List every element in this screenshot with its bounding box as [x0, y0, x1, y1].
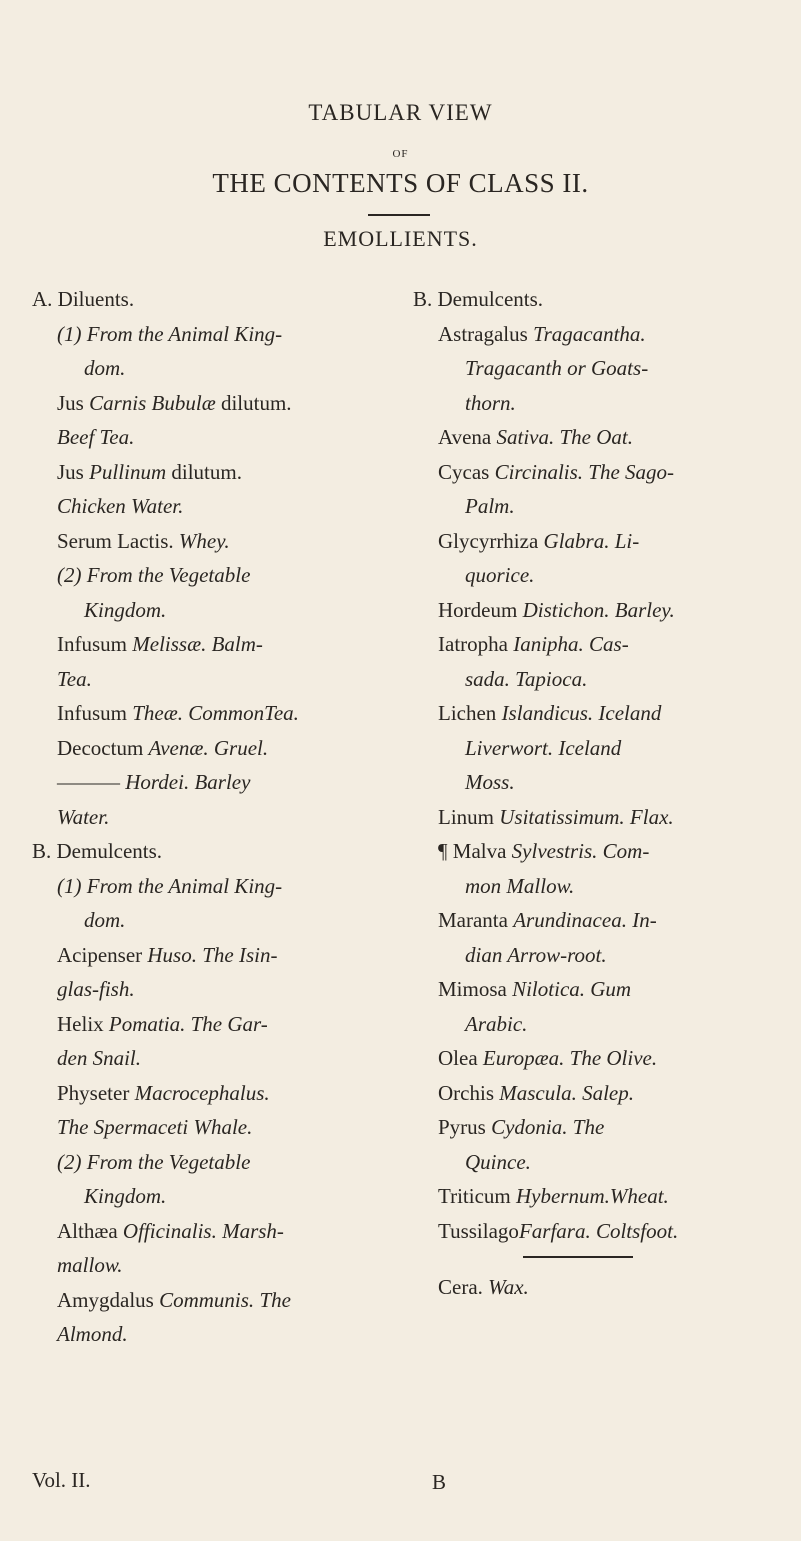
entry-latin: Althæa Officinalis. Marsh- — [57, 1218, 284, 1243]
entry-latin: Iatropha Ianipha. Cas- — [438, 632, 629, 656]
subheading-animal-cont: dom. — [84, 908, 126, 932]
entry-latin: Jus Pullinum dilutum. — [57, 459, 242, 484]
heading-diluents: A. Diluents. — [32, 287, 135, 311]
entry-cont: Arabic. — [465, 1011, 528, 1036]
subheading-vegetable-cont: Kingdom. — [84, 1184, 167, 1208]
entry-latin: Serum Lactis. Whey. — [57, 528, 230, 553]
entry-latin: Infusum Theæ. CommonTea. — [57, 701, 299, 725]
entry-english: Beef Tea. — [57, 425, 135, 449]
entry-cont: dian Arrow-root. — [465, 942, 607, 967]
entry-cont: Moss. — [465, 770, 515, 794]
volume-label: Vol. II. — [32, 1468, 91, 1492]
section-title: EMOLLIENTS. — [323, 226, 478, 251]
entry-latin: Glycyrrhiza Glabra. Li- — [438, 528, 640, 553]
entry-latin: Maranta Arundinacea. In- — [438, 908, 657, 932]
entry-english: den Snail. — [57, 1046, 141, 1070]
heading-demulcents: B. Demulcents. — [32, 839, 163, 863]
page-subtitle: THE CONTENTS OF CLASS II. — [212, 168, 589, 198]
subheading-vegetable-cont: Kingdom. — [84, 597, 167, 622]
page-footer — [32, 1468, 452, 1493]
subheading-animal: (1) From the Animal King- — [57, 321, 283, 346]
entry-english: The Spermaceti Whale. — [57, 1115, 253, 1139]
entry-cont: thorn. — [465, 390, 516, 415]
left-column — [32, 282, 402, 1352]
entry-english: Chicken Water. — [57, 494, 184, 518]
entry-cont: mon Mallow. — [465, 873, 575, 898]
entry-latin: Olea Europæa. The Olive. — [438, 1046, 658, 1070]
entry-latin: Infusum Melissæ. Balm- — [57, 632, 263, 656]
subheading-vegetable: (2) From the Vegetable — [57, 1149, 251, 1174]
entry-latin: Cera. Wax. — [438, 1275, 529, 1299]
right-column — [413, 282, 793, 1305]
entry-latin: Linum Usitatissimum. Flax. — [438, 804, 674, 829]
entry-english: glas-fish. — [57, 977, 135, 1001]
entry-latin: TussilagoFarfara. Coltsfoot. — [438, 1218, 679, 1243]
entry-latin: Pyrus Cydonia. The — [438, 1115, 605, 1139]
title-rule — [368, 214, 430, 216]
entry-english: mallow. — [57, 1253, 123, 1277]
subheading-vegetable: (2) From the Vegetable — [57, 563, 251, 587]
entry-latin: Hordeum Distichon. Barley. — [438, 597, 675, 622]
signature-mark: B — [432, 1470, 447, 1494]
entry-cont: quorice. — [465, 563, 535, 587]
entry-cont: Quince. — [465, 1149, 531, 1174]
entry-latin: Jus Carnis Bubulæ dilutum. — [57, 390, 292, 415]
entry-english: Tea. — [57, 666, 92, 691]
entry-cont: sada. Tapioca. — [465, 666, 588, 691]
entry-cont: Palm. — [465, 494, 515, 518]
entry-latin: Avena Sativa. The Oat. — [438, 425, 633, 449]
entry-english: Water. — [57, 804, 110, 829]
entry-latin: Helix Pomatia. The Gar- — [57, 1011, 268, 1036]
entry-latin: Triticum Hybernum.Wheat. — [438, 1184, 669, 1208]
entry-latin: ——— Hordei. Barley — [57, 770, 251, 794]
heading-demulcents: B. Demulcents. — [413, 287, 544, 311]
subheading-animal: (1) From the Animal King- — [57, 873, 283, 898]
entry-english: Almond. — [57, 1322, 128, 1346]
entry-latin: Acipenser Huso. The Isin- — [57, 942, 278, 967]
entry-latin: Astragalus Tragacantha. — [438, 321, 646, 346]
entry-cont: Liverwort. Iceland — [465, 735, 622, 760]
entry-latin: Physeter Macrocephalus. — [57, 1080, 270, 1105]
entry-latin: ¶ Malva Sylvestris. Com- — [438, 839, 650, 863]
entry-latin: Orchis Mascula. Salep. — [438, 1080, 634, 1105]
entry-latin: Cycas Circinalis. The Sago- — [438, 459, 675, 484]
subheading-animal-cont: dom. — [84, 356, 126, 380]
entry-latin: Decoctum Avenæ. Gruel. — [57, 735, 269, 760]
page-title: TABULAR VIEW — [308, 100, 493, 125]
entry-latin: Mimosa Nilotica. Gum — [438, 977, 632, 1001]
title-of: OF — [392, 148, 409, 160]
entry-latin: Lichen Islandicus. Iceland — [438, 701, 662, 725]
entry-cont: Tragacanth or Goats- — [465, 356, 649, 380]
section-rule — [523, 1256, 633, 1258]
entry-latin: Amygdalus Communis. The — [57, 1287, 291, 1312]
